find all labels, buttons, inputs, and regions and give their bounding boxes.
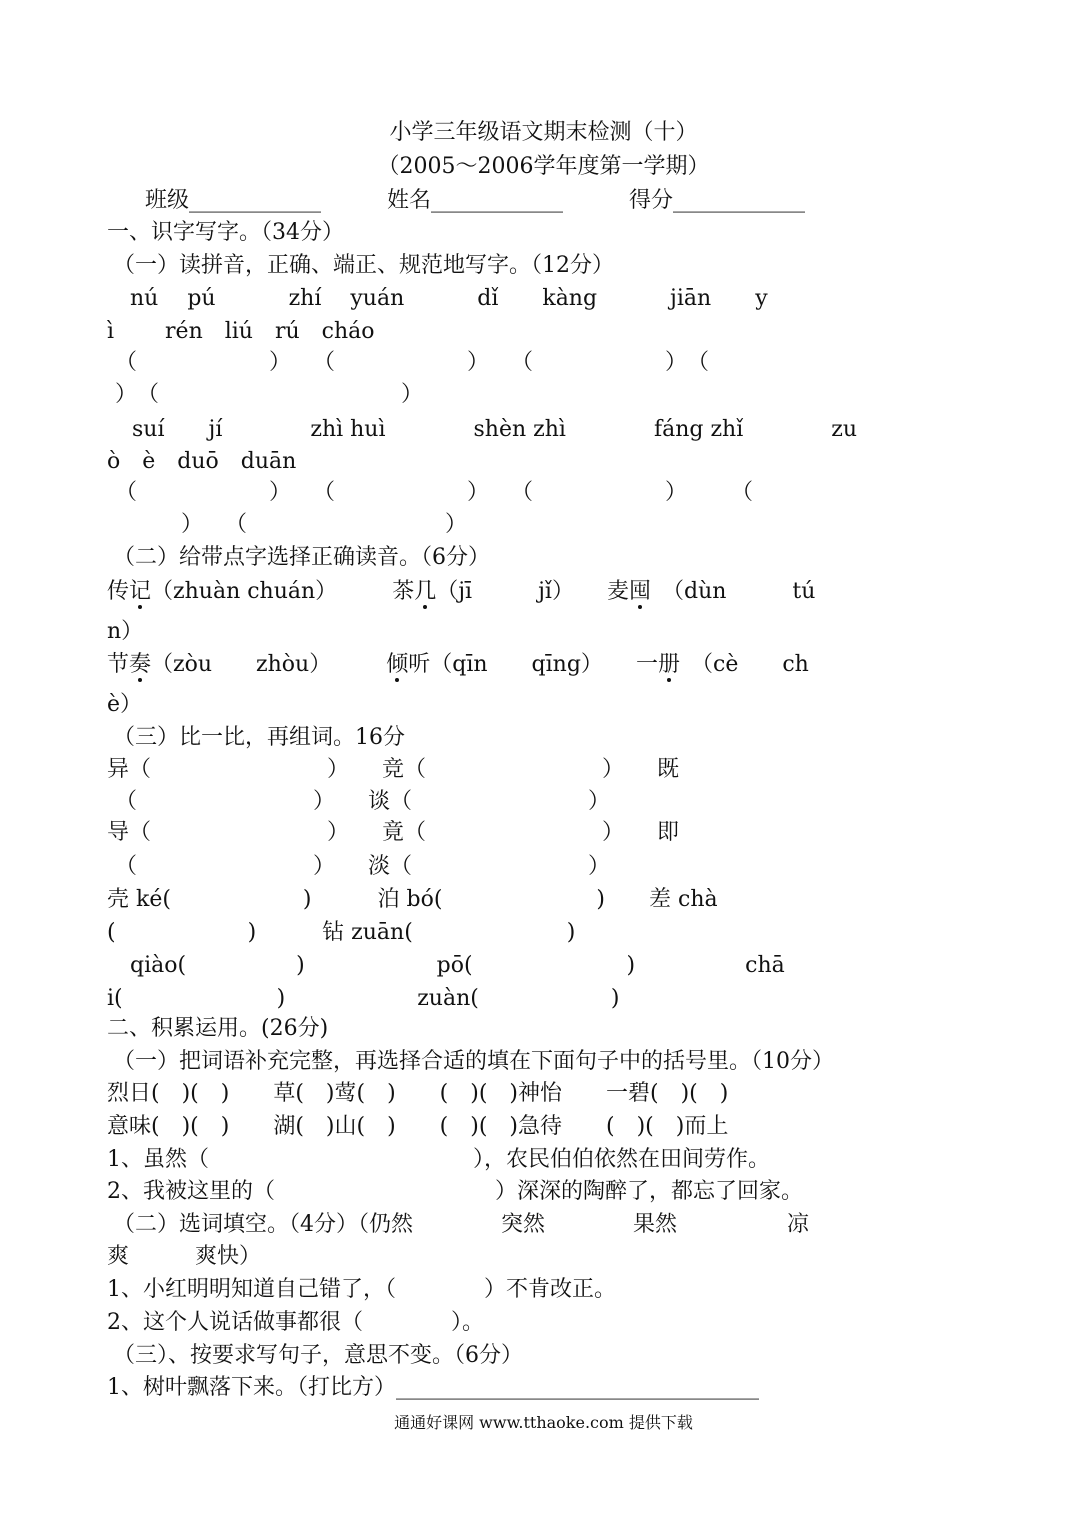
section2-part3-heading: （三）、按要求写句子，意思不变。（6分） xyxy=(113,1343,523,1368)
compare-row2: 导（ ） 竟（ ） 即 xyxy=(107,820,680,845)
reading-choice-row2-cont: è） xyxy=(107,692,143,717)
pinyin-options: （dùn tú xyxy=(673,579,816,604)
polyphone-row2: qiào( ) pō( ) chā xyxy=(130,953,785,978)
rewrite-sentence-1: 1、树叶飘落下来。（打比方）_________________________________ xyxy=(107,1375,759,1400)
pinyin-options: （zhuàn chuán） xyxy=(151,579,327,604)
pinyin-options: （zòu zhòu） xyxy=(151,652,321,677)
section2-heading: 二、积累运用。(26分) xyxy=(107,1016,329,1041)
dotted-char: 记 xyxy=(129,579,152,604)
word-choice-sentence-2: 2、这个人说话做事都很（ ）。 xyxy=(107,1310,484,1335)
compare-row1: 异（ ） 竞（ ） 既 xyxy=(107,757,680,782)
word: 茶 xyxy=(392,579,415,604)
student-info-line: 班级____________ 姓名____________ 得分____________ xyxy=(145,188,806,213)
pinyin-row2: suí jí zhì huì shèn zhì fáng zhǐ zu xyxy=(132,417,858,442)
word: 麦 xyxy=(606,579,629,604)
dotted-char: 囤 xyxy=(628,579,651,604)
section1-part2-heading: （二）给带点字选择正确读音。（6分） xyxy=(113,545,490,570)
dotted-char: 倾 xyxy=(386,652,409,677)
section2-part2-heading-cont: 爽 爽快） xyxy=(107,1244,262,1269)
word-choice-sentence-1: 1、小红明明知道自己错了，（ ）不肯改正。 xyxy=(107,1277,616,1302)
pinyin-row2-cont: ò è duō duān xyxy=(107,449,297,474)
answer-brackets-row2: （ ） （ ） （ ） （ xyxy=(115,480,754,505)
word: 传 xyxy=(107,579,130,604)
polyphone-row1-cont: ( ) 钻 zuān( ) xyxy=(107,920,576,945)
section2-part1-heading: （一）把词语补充完整，再选择合适的填在下面句子中的括号里。（10分） xyxy=(113,1049,834,1074)
dotted-char: 几 xyxy=(414,579,437,604)
pinyin-row1-cont: ì rén liú rú cháo xyxy=(107,319,375,344)
reading-choice-row1-cont: n） xyxy=(107,619,144,644)
section2-part2-heading: （二）选词填空。（4分）（仍然 突然 果然 凉 xyxy=(113,1212,809,1237)
fill-sentence-1: 1、虽然（ ），农民伯伯依然在田间劳作。 xyxy=(107,1147,770,1172)
answer-brackets-row1-cont: ） （ ） xyxy=(115,382,424,407)
reading-choice-row1 xyxy=(107,577,815,607)
section1-heading: 一、识字写字。（34分） xyxy=(107,220,344,245)
fill-sentence-2: 2、我被这里的（ ）深深的陶醉了，都忘了回家。 xyxy=(107,1179,803,1204)
exam-title: 小学三年级语文期末检测（十） xyxy=(389,120,698,145)
polyphone-row1: 壳 ké( ) 泊 bó( ) 差 chà xyxy=(107,887,718,912)
dotted-char: 册 xyxy=(657,652,680,677)
polyphone-row2-cont: i( ) zuàn( ) xyxy=(107,986,620,1011)
pinyin-row1: nú pú zhí yuán dǐ kàng jiān y xyxy=(130,286,768,311)
compare-row1-cont: （ ） 谈（ ） xyxy=(115,789,611,814)
pinyin-options: （jī jǐ） xyxy=(436,579,563,604)
section1-part3-heading: （三）比一比，再组词。16分 xyxy=(113,725,405,750)
answer-brackets-row1: （ ） （ ） （ ） （ xyxy=(115,350,710,375)
word: 节 xyxy=(107,652,130,677)
idiom-row1: 烈日( )( ) 草( )莺( ) ( )( )神怡 一碧( )( ) xyxy=(107,1081,729,1106)
exam-subtitle: （2005～2006学年度第一学期） xyxy=(377,154,710,179)
dotted-char: 奏 xyxy=(129,652,152,677)
compare-row2-cont: （ ） 淡（ ） xyxy=(115,854,611,879)
pinyin-options: （qīn qīng） xyxy=(430,652,592,677)
footer-source: 通通好课网 www.tthaoke.com 提供下载 xyxy=(394,1413,693,1432)
section1-part1-heading: （一）读拼音，正确、端正、规范地写字。（12分） xyxy=(113,253,614,278)
idiom-row2: 意味( )( ) 湖( )山( ) ( )( )急待 ( )( )而上 xyxy=(107,1114,729,1139)
reading-choice-row2 xyxy=(107,650,809,680)
word: 一 xyxy=(635,652,658,677)
pinyin-options: （cè ch xyxy=(702,652,809,677)
word: 听 xyxy=(408,652,431,677)
answer-brackets-row2-cont: ） （ ） xyxy=(115,512,468,537)
